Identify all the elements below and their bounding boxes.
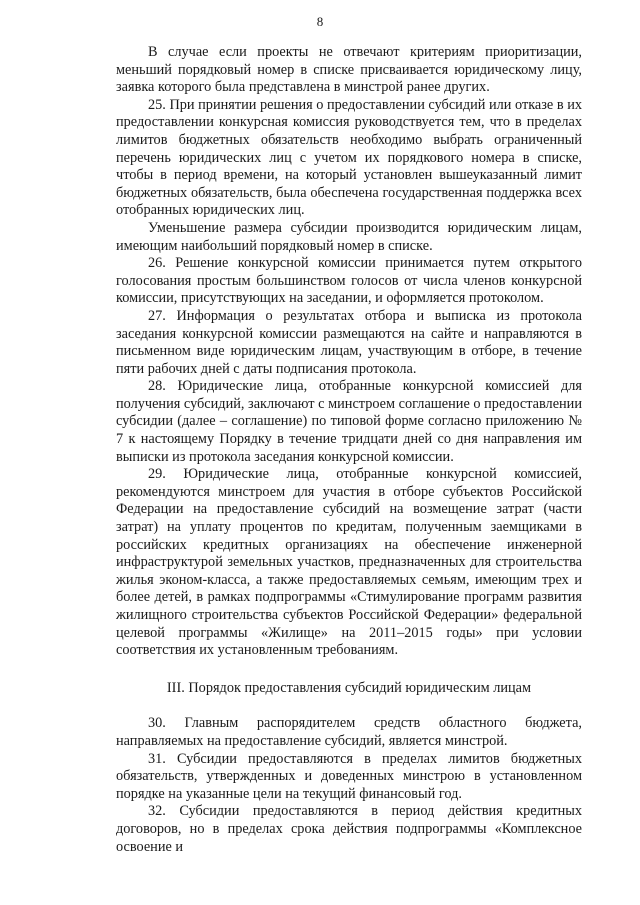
paragraph: 26. Решение конкурсной комиссии принимается путем открытого голосования простым большинством голосов от числа членов конкурсной комиссии, присутствующих на заседании, и оформляется протоколом.: [116, 255, 582, 307]
paragraph: Уменьшение размера субсидии производится юридическим лицам, имеющим наибольший порядковый номер в списке.: [116, 219, 582, 254]
paragraph: 28. Юридические лица, отобранные конкурсной комиссией для получения субсидий, заключают с минстроем соглашение о предоставлении субсидии (далее – соглашение) по типовой форме согласно приложению № 7 к настоящему Порядку в течение тридцати дней со дня направления им выписки из протокола заседания конкурсной комиссии.: [116, 378, 582, 465]
paragraph: 29. Юридические лица, отобранные конкурсной комиссией, рекомендуются минстроем для участия в отборе субъектов Российской Федерации на предоставление субсидий на возмещение затрат (части затрат) на уплату процентов по кредитам, полученным заемщиками в российских кредитных организациях на обеспечение инженерной инфраструктурой земельных участков, предназначенных для строительства жилья эконом-класса, а также предоставляемых семьям, имеющим трех и более детей, в рамках подпрограммы «Стимулирование программ развития жилищного строительства субъектов Российской Федерации» федеральной целевой программы «Жилище» на 2011–2015 годы» при условии соответствия их установленным требованиям.: [116, 466, 582, 659]
page-number: 8: [316, 14, 324, 29]
paragraph: 31. Субсидии предоставляются в пределах лимитов бюджетных обязательств, утвержденных и доведенных минстрою в установленном порядке на указанные цели на текущий финансовый год.: [116, 750, 582, 802]
paragraph: 30. Главным распорядителем средств областного бюджета, направляемых на предоставление субсидий, является минстрой.: [116, 715, 582, 749]
paragraph: В случае если проекты не отвечают критериям приоритизации, меньший порядковый номер в списке присваивается юридическому лицу, заявка которого была представлена в минстрой ранее других.: [116, 44, 582, 96]
paragraph: 27. Информация о результатах отбора и выписка из протокола заседания конкурсной комиссии размещаются на сайте и направляются в письменном виде юридическим лицам, участвующим в отборе, в течение пяти рабочих дней с даты подписания протокола.: [116, 307, 582, 377]
section-heading: III. Порядок предоставления субсидий юридическим лицам: [166, 679, 532, 696]
document-body: [116, 44, 582, 856]
paragraph: 25. При принятии решения о предоставлении субсидий или отказе в их предоставлении конкурсная комиссия руководствуется тем, что в пределах лимитов бюджетных обязательств необходимо выбрать ограниченный перечень юридических лиц с учетом их порядкового номера в списке, чтобы в период времени, на который установлен вышеуказанный лимит бюджетных обязательств, была обеспечена государственная поддержка всех отобранных юридических лиц.: [116, 96, 582, 219]
paragraph: 32. Субсидии предоставляются в период действия кредитных договоров, но в пределах срока действия подпрограммы «Комплексное освоение и: [116, 803, 582, 855]
